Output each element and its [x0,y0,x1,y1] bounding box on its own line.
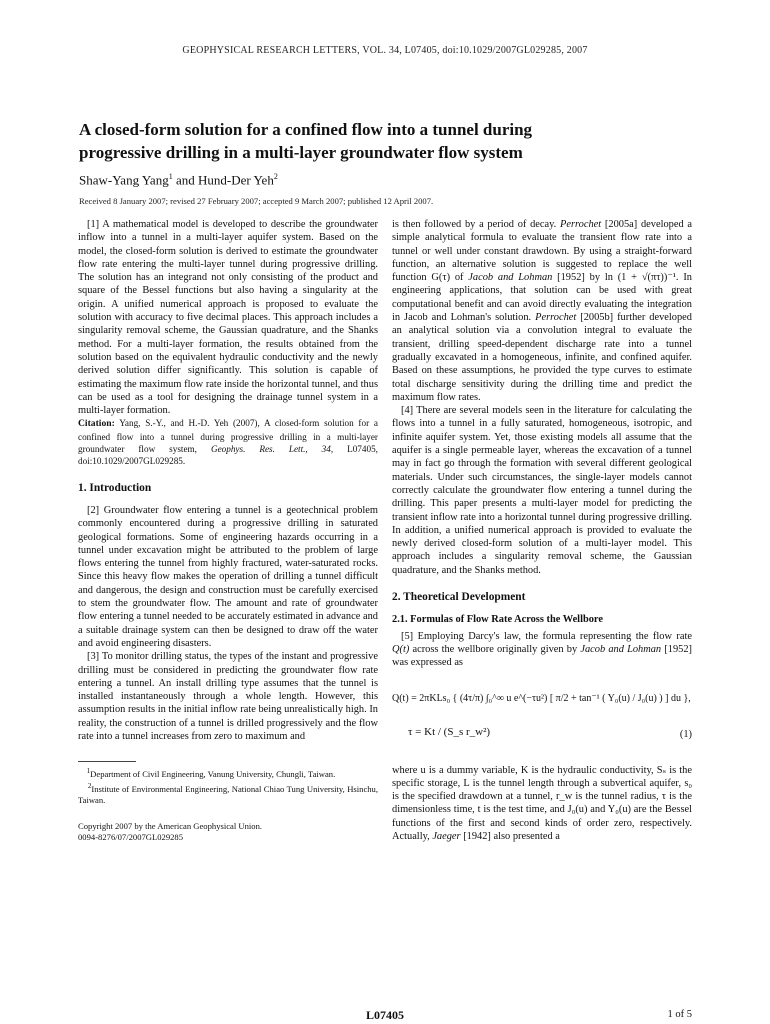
paragraph-text: Employing Darcy's law, the formula representing the flow rate [417,630,692,642]
citation-label: Citation: [78,418,115,430]
left-column [78,218,378,844]
reference-link[interactable]: Jacob and Lohman [580,643,662,655]
intro-paragraph-4 [392,404,692,577]
paper-title [79,118,699,164]
paragraph-text: [2005a] developed a simple analytical formula to evaluate the transient flow rate into a tunnel or well under constant drawdown. By using a straight-forward function, an alternative solution is suggested to replace the well function G(τ) of [392,219,693,284]
citation-block [78,417,378,467]
author-list [79,172,278,188]
issn-line: 0094-8276/07/2007GL029285 [78,832,184,842]
paragraph-text: To monitor drilling status, the types of the instant and progressive drilling must be considered in predicting the groundwater flow rate entering a tunnel. An install drilling type assumes that the tunnel is installed instantaneously through a whole length. However, this assumption results in the initial inflow rate being unrealistically high. In reality, the construction of a tunnel is drilled progressively and the flow rate into a tunnel increases from zero to maximum and [78,651,378,742]
paragraph-number: [3] [87,651,100,663]
page-number: 1 of 5 [667,1009,692,1020]
reference-link[interactable]: Jaeger [432,830,461,842]
citation-end: L07405, doi:10.1029/2007GL029285. [78,444,378,467]
section-heading-theory: 2. Theoretical Development [392,591,526,604]
abstract-paragraph [78,218,378,417]
abstract-text: A mathematical model is developed to describe the groundwater inflow into a tunnel in a multi-layer aquifer system. Based on the model, the closed-form solution is derived to estimate the groundwater flow rate entering the multi-layer tunnel during progressive drilling. The solution has an integrand not only consisting of the product and square of the Bessel functions but also having a singularity at the origin. A unified numerical approach is proposed to evaluate the solution with accuracy to five decimal places. This approach includes a singularity removal scheme, the Gaussian quadrature, and the Shanks method. For a multi-layer formation, the results obtained from the solution based on the equivalent hydraulic conductivity and the newly derived solution differ significantly. This solution is capable of estimating the maximum flow rate inside the horizontal tunnel, and thus can be used as a tool for designing the drainage tunnel system in a multi-layer formation. [78,219,379,417]
reference-link[interactable]: Perrochet [535,312,577,324]
footnote-affiliation-2 [78,781,378,807]
section-heading-introduction: 1. Introduction [78,481,152,494]
paragraph-number: [5] [401,630,414,642]
paragraph-text: [2005b] further developed an analytical solution via a convolution integral to evaluate the transient, drilling speed-dependent discharge rate into a tunnel gradually excavated in a homogeneous, infinite, and confined aquifer. Based on these assumptions, he provided the type curves to estimate total discharge sensitivity during the drilling time and predict the maximum flow rates. [392,312,692,403]
right-column [392,218,692,843]
paragraph-text: is then followed by a period of decay. [392,219,560,230]
variable-q: Q(t) [392,643,410,655]
author-2: Hund-Der Yeh [197,172,274,188]
author-conjunction: and [172,172,198,188]
paragraph-text: Groundwater flow entering a tunnel is a geotechnical problem commonly encountered during a progressive drilling in saturated geological formations. Some of engineering hazards occurring in a tunnel under excavation might be attributed to the problem of large flows entering the tunnel from highly fractured, water-saturated rocks. Since this heavy flow makes the operation of drilling a tunnel difficult and dangerous, the design and construction must be carefully exercised to stem the groundwater flow. The amount and rate of groundwater flow entering a tunnel needed to be accurately estimated in advance and a suitable drainage system can then be designed to draw off the water and avoid engineering disasters. [78,504,378,649]
received-dates: Received 8 January 2007; revised 27 February 2007; accepted 9 March 2007; published 12 April 2007. [79,196,434,206]
paragraph-text: across the wellbore originally given by [409,643,581,655]
theory-paragraph-5 [392,630,692,670]
subsection-heading-flow-rate: 2.1. Formulas of Flow Rate Across the Wellbore [392,614,603,626]
paragraph-text: where u is a dummy variable, K is the hydraulic conductivity, Sₛ is the specific storage, L is the tunnel length through a subvertical aquifer, s₀ is the specified drawdown at a tunnel, r_w is the tunnel radius, τ is the dimensionless time, t is the test time, and J₀(u) and Y₀(u) are the Bessel functions of the first and second kinds of order zero, respectively. Actually, [392,764,692,842]
theory-paragraph-5-continued [392,764,692,844]
reference-link[interactable]: Jacob and Lohman [468,272,553,284]
paragraph-number: [4] [401,405,414,417]
footnote-mark: 1 [86,767,91,776]
paragraph-text: There are several models seen in the literature for calculating the flows into a tunnel in a fully saturated, homogeneous, isotropic, and infinite aquifer system. Yet, those existing models all assume that the aquifer is a single permeable layer, whereas the excavation of a tunnel may in fact go through the formation with several different geological materials. Under such circumstances, the single-layer models cannot correctly calculate the groundwater flow entering a tunnel during the drilling. This paper presents a multi-layer model for predicting the transient inflow rate into a horizontal tunnel during progressive drilling. In addition, a unified numerical approach is provided to evaluate the newly derived closed-form solution of a multi-layer model. This approach includes a singularity removal scheme, the Gaussian quadrature, and the Shanks method. [392,405,692,576]
copyright-notice [78,821,378,844]
citation-text: Yang, S.-Y., and H.-D. Yeh (2007), A closed-form solution for a confined flow into a tunnel during progressive drilling in a multi-layer groundwater flow system, [78,418,378,455]
intro-paragraph-3 [78,650,378,743]
intro-paragraph-2 [78,504,378,650]
author-1-affiliation-mark: 1 [168,172,173,181]
footnote-text: Institute of Environmental Engineering, National Chiao Tung University, Hsinchu, Taiwan. [78,783,379,805]
author-1: Shaw-Yang Yang [79,172,169,188]
title-line-1: A closed-form solution for a confined flow into a tunnel during [79,120,533,139]
equation-1 [392,680,692,756]
paragraph-number: [1] [87,219,100,230]
copyright-line: Copyright 2007 by the American Geophysical Union. [78,820,263,831]
footnote-affiliation-1 [78,766,378,780]
paragraph-number: [2] [87,504,100,516]
citation-journal: Geophys. Res. Lett., 34, [210,444,334,455]
paragraph-text: [1942] also presented a [460,830,560,842]
footnote-divider [78,761,136,762]
footnote-text: Department of Civil Engineering, Vanung University, Chungli, Taiwan. [90,769,336,780]
title-line-2: progressive drilling in a multi-layer groundwater flow system [79,143,523,162]
reference-link[interactable]: Perrochet [560,219,602,230]
intro-paragraph-3-continued [392,218,692,404]
journal-header: GEOPHYSICAL RESEARCH LETTERS, VOL. 34, L07405, doi:10.1029/2007GL029285, 2007 [182,45,588,56]
article-id-footer: L07405 [365,1008,404,1022]
footnote-mark: 2 [87,781,92,790]
equation-line-flow-rate: Q(t) = 2πKLs₀ { (4τ/π) ∫₀^∞ u e^(−τu²) [ π/2 + tan⁻¹ ( Y₀(u) / J₀(u) ) ] du }, [392,692,691,704]
paragraph-text: [1952] by ln (1 + √(πτ))⁻¹. In engineering applications, that solution can be used with great computational benefit and can avoid directly evaluating the integration in Jacob and Lohman's solution. [392,272,692,324]
equation-number: (1) [679,728,692,740]
author-2-affiliation-mark: 2 [273,172,278,181]
paragraph-text: [1952] was expressed as [392,643,693,669]
equation-line-dimensionless-time: τ = Kt / (S_s r_w²) [408,725,491,738]
